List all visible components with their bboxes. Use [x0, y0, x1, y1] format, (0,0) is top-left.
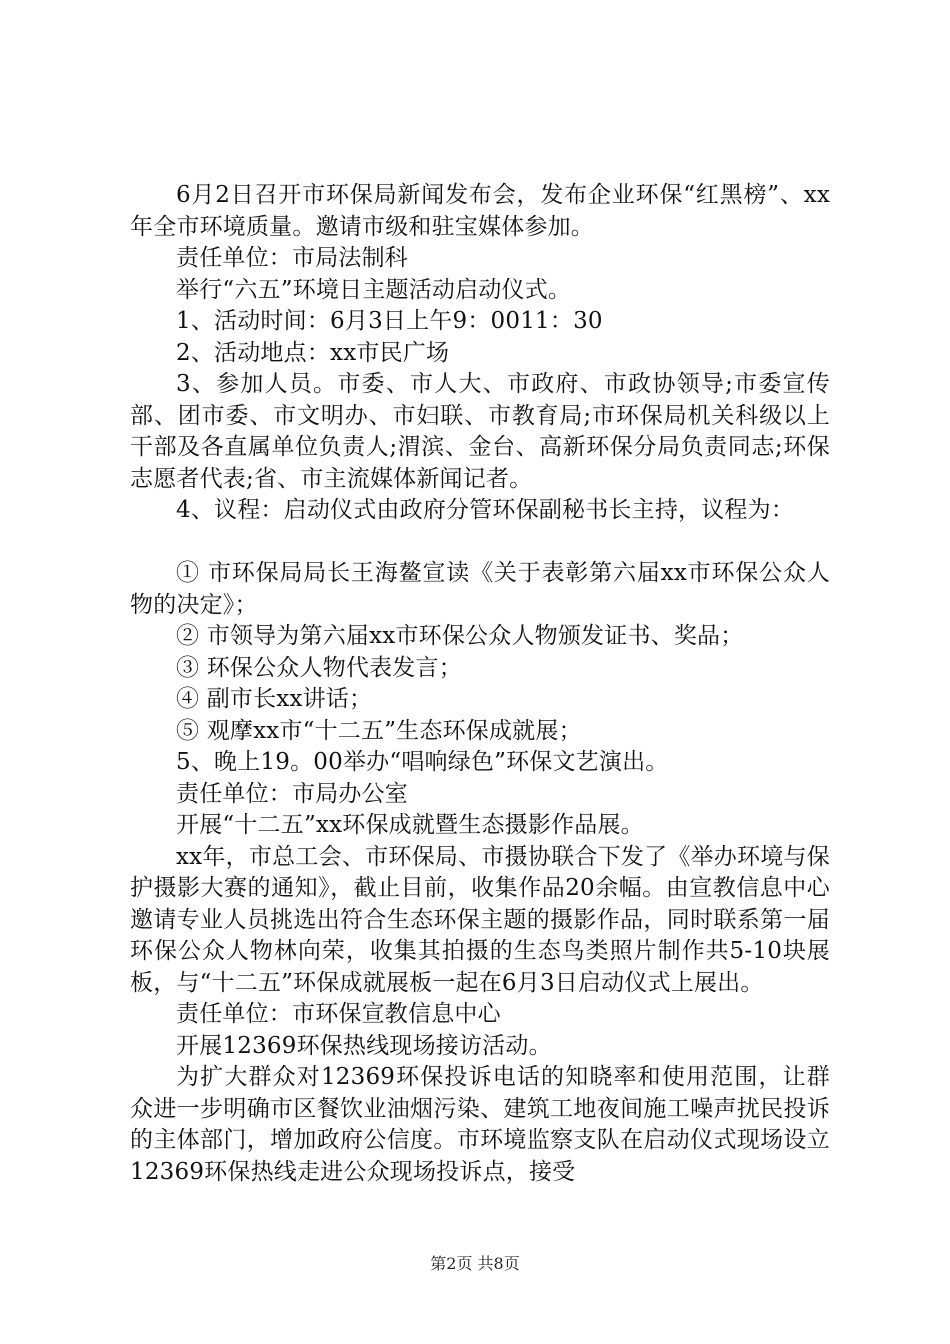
paragraph-activity-time: 1、活动时间：6月3日上午9：0011：30 [176, 308, 603, 334]
paragraph-responsible-unit-legal: 责任单位：市局法制科 [176, 245, 408, 271]
paragraph-press-conference: 6月2日召开市环保局新闻发布会，发布企业环保“红黑榜”、xx年全市环境质量。邀请市级和驻宝媒体参加。 [130, 182, 830, 240]
paragraph-evening-performance: 5、晚上19。00举办“唱响绿色”环保文艺演出。 [176, 749, 669, 775]
paragraph-photo-exhibition: 开展“十二五”xx环保成就暨生态摄影作品展。 [176, 812, 644, 838]
paragraph-agenda-item-2: ② 市领导为第六届xx市环保公众人物颁发证书、奖品； [176, 623, 744, 649]
paragraph-hotline-details: 为扩大群众对12369环保投诉电话的知晓率和使用范围，让群众进一步明确市区餐饮业油烟污染、建筑工地夜间施工噪声扰民投诉的主体部门，增加政府公信度。市环境监察支队在启动仪式现场设立12369环保热线走进公众现场投诉点，接受 [130, 1064, 830, 1185]
paragraph-participants: 3、参加人员。市委、市人大、市政府、市政协领导;市委宣传部、团市委、市文明办、市妇联、市教育局;市环保局机关科级以上干部及各直属单位负责人;渭滨、金台、高新环保分局负责同志;环保志愿者代表;省、市主流媒体新闻记者。 [130, 371, 830, 492]
paragraph-environment-day-ceremony: 举行“六五”环境日主题活动启动仪式。 [176, 276, 572, 303]
paragraph-agenda-item-1: ① 市环保局局长王海鳌宣读《关于表彰第六届xx市环保公众人物的决定》； [130, 560, 830, 618]
paragraph-agenda-item-4: ④ 副市长xx讲话； [176, 686, 373, 712]
page-number-footer: 第2页 共8页 [430, 1254, 520, 1273]
paragraph-responsible-unit-education: 责任单位：市环保宣教信息中心 [176, 1001, 501, 1027]
paragraph-agenda-item-3: ③ 环保公众人物代表发言； [176, 654, 462, 681]
paragraph-photo-contest-details: xx年，市总工会、市环保局、市摄协联合下发了《举办环境与保护摄影大赛的通知》，截止目前，收集作品20余幅。由宣教信息中心邀请专业人员挑选出符合生态环保主题的摄影作品，同时联系第一届环保公众人物林向荣，收集其拍摄的生态鸟类照片制作共5-10块展板，与“十二五”环保成就展板一起在6月3日启动仪式上展出。 [130, 843, 830, 996]
paragraph-agenda-intro: 4、议程：启动仪式由政府分管环保副秘书长主持，议程为： [176, 497, 795, 523]
paragraph-agenda-item-5: ⑤ 观摩xx市“十二五”生态环保成就展； [176, 717, 582, 744]
paragraph-responsible-unit-office: 责任单位：市局办公室 [176, 780, 408, 807]
paragraph-activity-location: 2、活动地点：xx市民广场 [176, 339, 450, 366]
document-body [130, 180, 830, 1188]
paragraph-hotline-activity: 开展12369环保热线现场接访活动。 [176, 1032, 552, 1059]
